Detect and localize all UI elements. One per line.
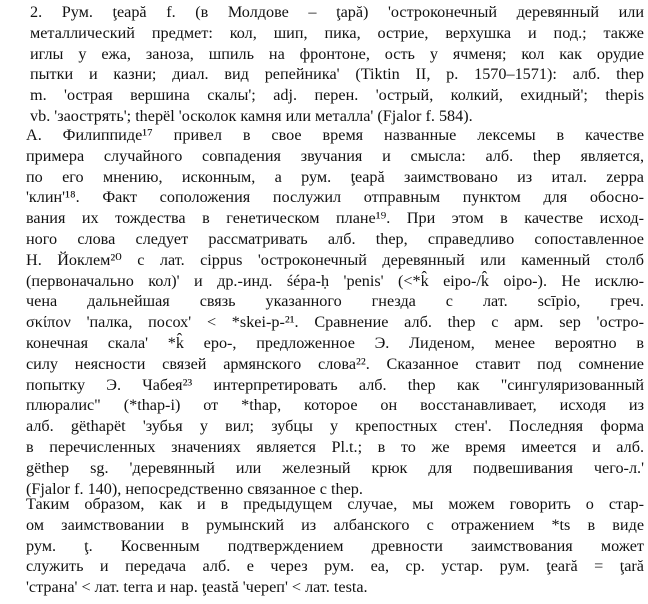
text-line: ного слова следует рассматривать алб. thep, справедливо сопоставленное (26, 229, 644, 248)
text-line: иглы у ежа, заноза, шпиль на фронтоне, ость у ячменя; кол как орудие (30, 44, 644, 63)
text-line: вания их тождества в генетическом плане¹⁹. При этом в качестве исход- (26, 209, 644, 228)
text-line: рум. ţ. Косвенным подтверждением древности заимствования может (26, 536, 644, 555)
text-line: металлический предмет: кол, шип, пика, острие, верхушка и под.; также (30, 23, 644, 42)
paragraph-3 (4, 494, 644, 598)
text-line: Таким образом, как и в предыдущем случае, мы можем говорить о стар- (26, 495, 644, 513)
text-line: в перечисленных значениях является Pl.t.; в то же время имеется и алб. (26, 437, 644, 456)
text-line: ом заимствовании в румынский из албанского с отражением *ts в виде (26, 515, 644, 534)
text-line: попытку Э. Чабея²³ интерпретировать алб. thep как "сингуляризованный (26, 375, 644, 394)
text-line: пытки и казни; диал. вид репейника' (Tiktin II, p. 1570–1571): алб. thep (30, 65, 644, 84)
text-line: 'клин'¹⁸. Факт соположения послужил отправным пунктом для обосно- (26, 188, 644, 207)
text-line: силу неясности связей армянского слова²². Сказанное ставит под сомнение (26, 354, 644, 373)
text-line: конечная скала' *k̂ epo-, предложенное Э. Лиденом, менее вероятно в (26, 333, 644, 352)
text-line: 'страна' < лат. terra и нар. ţeastă 'череп' < лат. testa. (26, 578, 368, 597)
text-line: vb. 'заострять'; thepël 'осколок камня или металла' (Fjalor f. 584). (30, 106, 473, 125)
text-line: gëthep sg. 'деревянный или железный крюк для подвешивания чего-л.' (26, 458, 644, 477)
text-line: по его мнению, исконным, а рум. ţeapă заимствовано из итал. zeppa (26, 167, 644, 186)
text-line: плюралис" (*thap-i) от *thap, которое он восстанавливает, исходя из (26, 396, 644, 415)
text-line: (Fjalor f. 140), непосредственно связанное с thep. (26, 479, 363, 498)
text-line: Н. Йоклем²⁰ с лат. cippus 'остроконечный деревянный или каменный столб (26, 250, 644, 269)
text-line: служить и передача алб. e через рум. ea, ср. устар. рум. ţeară = ţară (26, 557, 644, 576)
paragraph-2 (4, 125, 644, 499)
text-line: чена дальнейшая связь указанного гнезда с лат. scīpio, греч. (26, 292, 644, 311)
text-line: m. 'острая вершина скалы'; adj. перен. 'острый, колкий, ехидный'; thepis (30, 86, 644, 105)
text-line: А. Филиппиде¹⁷ привел в свое время названные лексемы в качестве (26, 126, 644, 144)
text-line: (первоначально кол)' и др.-инд. śépa-ḥ 'penis' (<*k̂ eipo-/k̂ oipo-). Не исклю- (26, 271, 644, 290)
paragraph-1 (4, 2, 644, 127)
text-line: примера случайного совпадения звучания и смысла: алб. thep является, (26, 146, 644, 165)
text-line: алб. gëthapët 'зубья у вил; зубцы у крепостных стен'. Последняя форма (26, 417, 644, 436)
text-line: 2. Рум. ţeapă f. (в Молдове – ţapă) 'остроконечный деревянный или (30, 3, 644, 21)
text-line: σκίπον 'палка, посох' < *skei-p-²¹. Сравнение алб. thep с арм. sep 'остро- (26, 313, 644, 332)
